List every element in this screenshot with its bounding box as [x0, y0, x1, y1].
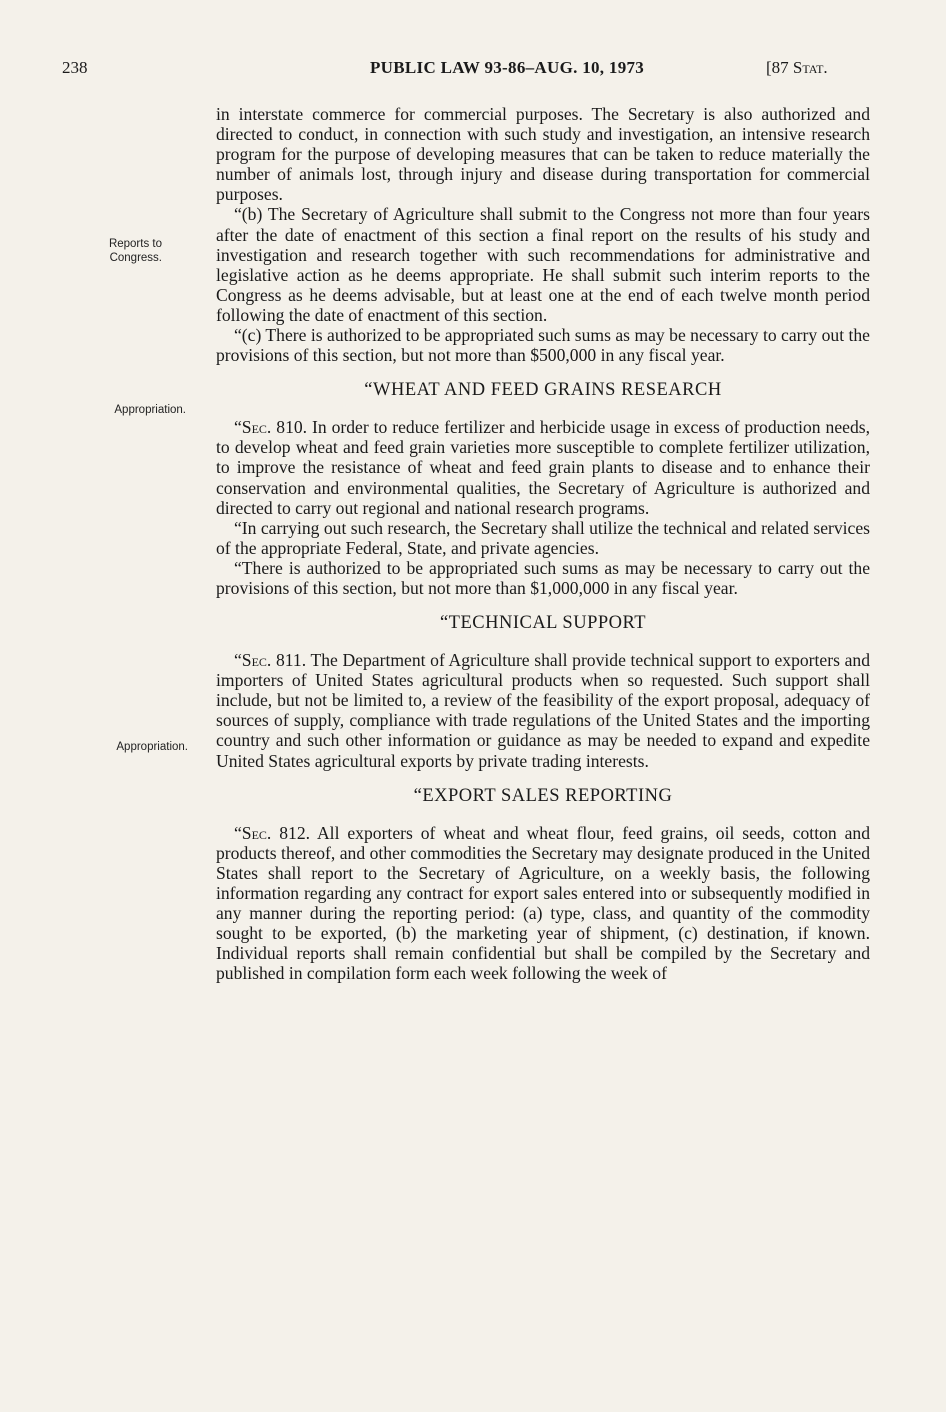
statute-reference [766, 58, 828, 78]
margin-note-reports: Reports to Congress. [108, 238, 162, 264]
statute-word: Stat. [792, 58, 828, 77]
page-number: 238 [62, 58, 88, 77]
paragraph: “There is authorized to be appropriated such sums as may be necessary to carry out the provisions of this section, but not more than $1,000,000 in any fiscal year. [216, 557, 870, 598]
paragraph: “(b) The Secretary of Agriculture shall submit to the Congress not more than four years after the date of enactment of this section a final report on the results of his study and investigation and research together with such recommendations for administrative and legislative action as he deems appropriate. He shall submit such interim reports to the Congress as he deems advisable, but at least one at the end of each twelve month period following the date of enactment of this section. [216, 204, 870, 325]
margin-note-appropriation-1: Appropriation. [114, 404, 186, 416]
paragraph: “In carrying out such research, the Secretary shall utilize the technical and related services of the appropriate Federal, State, and private agencies. [216, 517, 871, 558]
statute-prefix: [87 [766, 58, 793, 77]
section-label: “Sec. [234, 650, 272, 671]
paragraph [216, 823, 870, 984]
section-heading: “WHEAT AND FEED GRAINS RESEARCH [364, 380, 722, 401]
paragraph-text: 812. All exporters of wheat and wheat flour, feed grains, oil seeds, cotton and products thereof, and other commodities the Secretary may designate produced in the United States shall report to the Secretary of Agriculture, on a weekly basis, the following information regarding any contract for export sales entered into or subsequently modified in any manner during the reporting period: (a) type, class, and quantity of the commodity sought to be exported, (b) the marketing year of shipment, (c) destination, if known. Individual reports shall remain confidential but shall be compiled by the Secretary and published in compilation form each week following the week of [216, 822, 870, 984]
paragraph-text: 811. The Department of Agriculture shall provide technical support to exporters and importers of United States agricultural products when so requested. Such support shall include, but not be limited to, a review of the feasibility of the export proposal, adequacy of sources of supply, compliance with trade regulations of the United States and the importing country and such other information or guidance as may be needed to expand and expedite United States agricultural exports by private trading interests. [216, 650, 870, 771]
paragraph: in interstate commerce for commercial purposes. The Secretary is also authorized and directed to conduct, in connection with such study and investigation, an intensive research program for the purpose of developing measures that can be taken to reduce materially the number of animals lost, through injury and disease during transportation for commercial purposes. [216, 104, 870, 205]
running-header [0, 58, 946, 82]
body-text [216, 104, 870, 983]
section-label: “Sec. [234, 417, 272, 438]
paragraph [216, 650, 870, 771]
paragraph-text: 810. In order to reduce fertilizer and herbicide usage in excess of production needs, to develop wheat and feed grain varieties more susceptible to complete fertilizer utilization, to improve the resistance of wheat and feed grain plants to disease and to enhance their conservation and environmental qualities, the Secretary of Agriculture is authorized and directed to carry out regional and national research programs. [216, 417, 870, 518]
section-heading: “EXPORT SALES REPORTING [413, 785, 673, 806]
paragraph: “(c) There is authorized to be appropriated such sums as may be necessary to carry out the provisions of this section, but not more than $500,000 in any fiscal year. [216, 325, 870, 366]
paragraph [216, 417, 870, 517]
header-title: PUBLIC LAW 93-86–AUG. 10, 1973 [370, 58, 645, 77]
margin-note-appropriation-2: Appropriation. [116, 741, 188, 753]
section-heading: “TECHNICAL SUPPORT [439, 613, 647, 634]
section-label: “Sec. [234, 822, 272, 843]
